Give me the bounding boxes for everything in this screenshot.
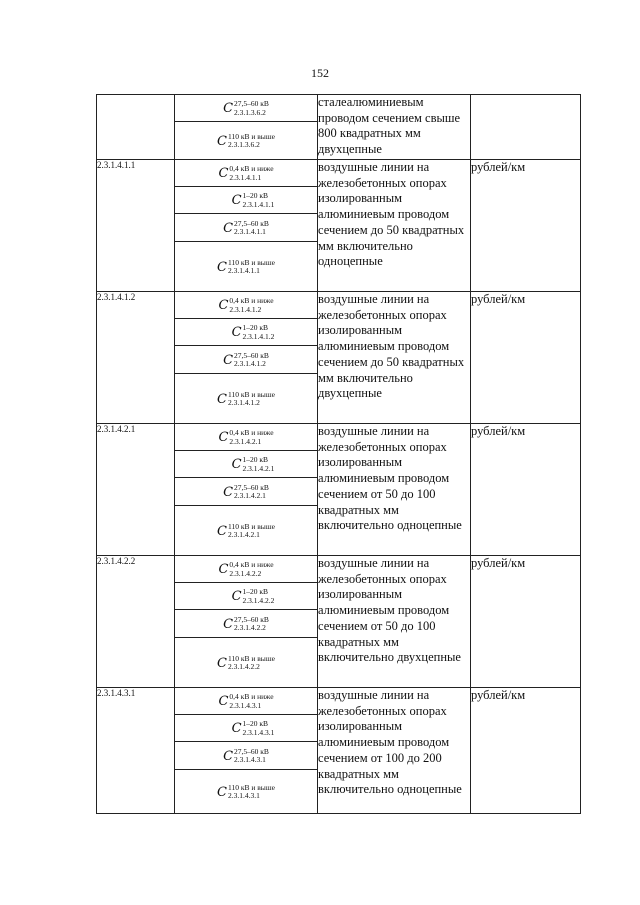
index-label: 2.3.1.4.2.1 [234, 491, 266, 501]
symbol-letter: C [218, 694, 229, 709]
symbol-cell [175, 688, 318, 814]
index-label: 2.3.1.4.2.1 [242, 463, 275, 473]
voltage-label: 27,5–60 кВ [234, 99, 269, 109]
symbol-row [175, 187, 317, 214]
voltage-label: 110 кВ и выше [228, 521, 275, 531]
table-row [97, 688, 581, 814]
symbol-row [175, 506, 317, 555]
table-row [97, 292, 581, 424]
symbol-row [175, 688, 317, 715]
symbol-letter: C [223, 616, 234, 632]
index-label: 2.3.1.4.1.1 [234, 227, 266, 237]
voltage-label: 110 кВ и выше [228, 782, 275, 792]
cost-formula [223, 99, 269, 117]
symbol-letter: C [223, 484, 234, 500]
symbol-cell [175, 160, 318, 292]
index-label: 2.3.1.3.6.2 [228, 140, 260, 150]
table-row [97, 424, 581, 556]
symbol-letter: C [223, 101, 234, 116]
symbol-row [175, 374, 317, 423]
page-number: 152 [311, 66, 329, 80]
row-description: сталеалюминиевым проводом сечением свыше 800 квадратных мм двухцепные [318, 95, 471, 160]
cost-formula [232, 323, 275, 341]
cost-formula [223, 219, 269, 237]
row-unit: рублей/км [471, 688, 581, 814]
cost-formula [232, 455, 275, 473]
cost-formula [217, 132, 275, 150]
cost-formula [217, 654, 275, 672]
index-label: 2.3.1.4.2.2 [228, 662, 260, 672]
row-description: воздушные линии на железобетонных опорах изолированным алюминиевым проводом сечением от 50 до 100 квадратных мм включительно двухцепные [318, 556, 471, 688]
index-label: 2.3.1.4.1.2 [228, 398, 260, 408]
table-row [97, 160, 581, 292]
cost-formula [232, 191, 275, 209]
voltage-label: 1–20 кВ [242, 191, 269, 201]
row-description: воздушные линии на железобетонных опорах изолированным алюминиевым проводом сечением до 50 квадратных мм включительно двухцепные [318, 292, 471, 424]
symbol-letter: C [231, 589, 242, 604]
symbol-row [175, 451, 317, 478]
voltage-label: 1–20 кВ [242, 323, 269, 333]
symbol-letter: C [231, 193, 242, 208]
cost-formula [217, 522, 275, 540]
row-code: 2.3.1.4.1.2 [97, 292, 175, 424]
index-label: 2.3.1.4.1.2 [234, 359, 266, 369]
symbol-letter: C [217, 784, 227, 800]
symbol-row [175, 424, 317, 451]
index-label: 2.3.1.4.2.2 [242, 595, 275, 605]
cost-formula [217, 258, 275, 276]
cost-formula [218, 428, 273, 446]
voltage-label: 0,4 кВ и ниже [229, 560, 274, 570]
symbol-letter: C [218, 298, 229, 313]
symbol-letter: C [231, 721, 242, 736]
cost-formula [218, 164, 273, 182]
tariff-table [96, 94, 581, 814]
row-description: воздушные линии на железобетонных опорах изолированным алюминиевым проводом сечением от 100 до 200 квадратных мм включительно одноцепные [318, 688, 471, 814]
cost-formula [232, 719, 275, 737]
symbol-letter: C [231, 325, 242, 340]
index-label: 2.3.1.4.1.2 [229, 304, 262, 314]
symbol-letter: C [217, 133, 227, 149]
index-label: 2.3.1.4.1.1 [229, 172, 262, 182]
symbol-row [175, 319, 317, 346]
symbol-letter: C [218, 166, 229, 181]
symbol-cell [175, 292, 318, 424]
symbol-row [175, 770, 317, 813]
cost-formula [223, 747, 269, 765]
symbol-row [175, 610, 317, 638]
cost-formula [218, 296, 273, 314]
row-code: 2.3.1.4.2.1 [97, 424, 175, 556]
symbol-row [175, 638, 317, 687]
row-description: воздушные линии на железобетонных опорах изолированным алюминиевым проводом сечением до 50 квадратных мм включительно одноцепные [318, 160, 471, 292]
index-label: 2.3.1.4.2.1 [229, 436, 262, 446]
index-label: 2.3.1.3.6.2 [234, 107, 266, 117]
table-row [97, 95, 581, 160]
index-label: 2.3.1.4.3.1 [228, 791, 260, 801]
voltage-label: 110 кВ и выше [228, 653, 275, 663]
row-unit [471, 95, 581, 160]
row-unit: рублей/км [471, 160, 581, 292]
row-code: 2.3.1.4.3.1 [97, 688, 175, 814]
symbol-letter: C [218, 430, 229, 445]
symbol-row [175, 556, 317, 583]
voltage-label: 27,5–60 кВ [234, 218, 269, 228]
symbol-row [175, 292, 317, 319]
cost-formula [223, 351, 269, 369]
voltage-label: 1–20 кВ [242, 587, 269, 597]
row-unit: рублей/км [471, 556, 581, 688]
index-label: 2.3.1.4.1.1 [228, 266, 260, 276]
symbol-letter: C [217, 655, 227, 671]
voltage-label: 27,5–60 кВ [234, 350, 269, 360]
row-code: 2.3.1.4.1.1 [97, 160, 175, 292]
cost-formula [232, 587, 275, 605]
symbol-letter: C [217, 523, 227, 539]
symbol-cell [175, 95, 318, 160]
index-label: 2.3.1.4.3.1 [242, 727, 275, 737]
cost-formula [217, 390, 275, 408]
symbol-row [175, 346, 317, 374]
symbol-letter: C [217, 391, 227, 407]
cost-formula [223, 483, 269, 501]
voltage-label: 110 кВ и выше [228, 257, 275, 267]
row-unit: рублей/км [471, 292, 581, 424]
index-label: 2.3.1.4.2.2 [234, 623, 266, 633]
symbol-letter: C [231, 457, 242, 472]
voltage-label: 110 кВ и выше [228, 389, 275, 399]
symbol-cell [175, 556, 318, 688]
cost-formula [223, 615, 269, 633]
row-code [97, 95, 175, 160]
table-row [97, 556, 581, 688]
symbol-row [175, 214, 317, 242]
index-label: 2.3.1.4.1.2 [242, 331, 275, 341]
voltage-label: 0,4 кВ и ниже [229, 296, 274, 306]
cost-formula [218, 560, 273, 578]
row-unit: рублей/км [471, 424, 581, 556]
symbol-row [175, 122, 317, 159]
symbol-row [175, 478, 317, 506]
voltage-label: 1–20 кВ [242, 719, 269, 729]
symbol-row [175, 715, 317, 742]
index-label: 2.3.1.4.2.2 [229, 568, 262, 578]
index-label: 2.3.1.4.2.1 [228, 530, 260, 540]
index-label: 2.3.1.4.3.1 [229, 700, 262, 710]
cost-formula [218, 692, 273, 710]
voltage-label: 27,5–60 кВ [234, 746, 269, 756]
voltage-label: 110 кВ и выше [228, 131, 275, 141]
index-label: 2.3.1.4.3.1 [234, 755, 266, 765]
voltage-label: 0,4 кВ и ниже [229, 164, 274, 174]
row-description: воздушные линии на железобетонных опорах изолированным алюминиевым проводом сечением от 50 до 100 квадратных мм включительно одноцепные [318, 424, 471, 556]
symbol-row [175, 583, 317, 610]
symbol-letter: C [217, 259, 227, 275]
symbol-row [175, 242, 317, 291]
cost-formula [217, 783, 275, 801]
voltage-label: 27,5–60 кВ [234, 482, 269, 492]
symbol-cell [175, 424, 318, 556]
row-code: 2.3.1.4.2.2 [97, 556, 175, 688]
symbol-row [175, 742, 317, 770]
symbol-row [175, 160, 317, 187]
voltage-label: 27,5–60 кВ [234, 614, 269, 624]
voltage-label: 1–20 кВ [242, 455, 269, 465]
symbol-letter: C [218, 562, 229, 577]
symbol-row [175, 95, 317, 122]
voltage-label: 0,4 кВ и ниже [229, 428, 274, 438]
symbol-letter: C [223, 220, 234, 236]
symbol-letter: C [223, 352, 234, 368]
index-label: 2.3.1.4.1.1 [242, 199, 275, 209]
voltage-label: 0,4 кВ и ниже [229, 692, 274, 702]
symbol-letter: C [223, 748, 234, 764]
